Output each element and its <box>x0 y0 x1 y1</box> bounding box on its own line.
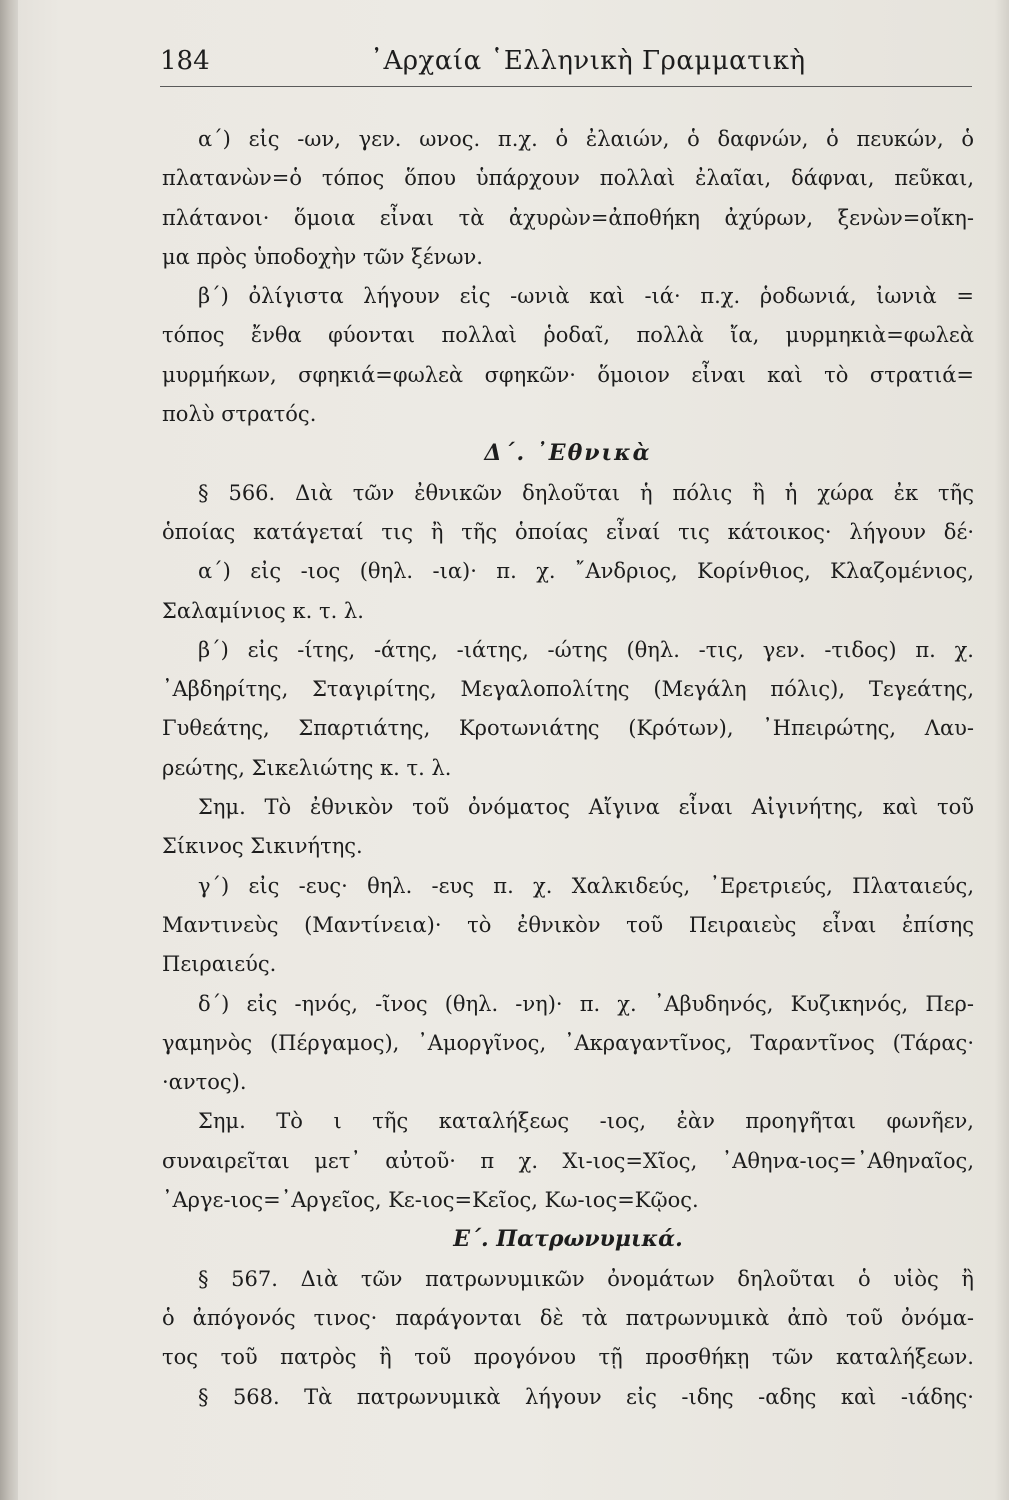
text-line: ·αντος). <box>162 1070 247 1095</box>
text-line: β΄) εἰς -ίτης, -άτης, -ιάτης, -ώτης (θηλ. -τις, γεν. -τιδος) π. χ. <box>198 637 974 662</box>
text-line: μυρμήκων, σφηκιά=φωλεὰ σφηκῶν· ὅμοιον εἶναι καὶ τὸ στρατιά= <box>162 362 974 387</box>
text-line: Σαλαμίνιος κ. τ. λ. <box>162 598 364 623</box>
book-spine <box>0 0 18 1500</box>
text-line: ᾿Αβδηρίτης, Σταγιρίτης, Μεγαλοπολίτης (Μεγάλη πόλις), Τεγεάτης, <box>162 677 974 702</box>
text-line: Σίκινος Σικινήτης. <box>162 834 363 859</box>
page-edge <box>995 0 1009 1500</box>
text-line: ὁποίας κατάγεταί τις ἢ τῆς ὁποίας εἶναί τις κάτοικος· λήγουν δέ· <box>162 519 974 544</box>
page-number: 184 <box>160 46 210 76</box>
text-line: α΄) εἰς -ιος (θηλ. -ια)· π. χ. ῎Ανδριος, Κορίνθιος, Κλαζομένιος, <box>198 559 974 584</box>
text-line: μα πρὸς ὑποδοχὴν τῶν ξένων. <box>162 244 483 269</box>
text-line: § 566. Διὰ τῶν ἐθνικῶν δηλοῦται ἡ πόλις ἢ ἡ χώρα ἐκ τῆς <box>198 480 974 505</box>
text-line: Γυθεάτης, Σπαρτιάτης, Κροτωνιάτης (Κρότων), ᾿Ηπειρώτης, Λαυ- <box>162 716 974 741</box>
text-line: Μαντινεὺς (Μαντίνεια)· τὸ ἐθνικὸν τοῦ Πειραιεὺς εἶναι ἐπίσης <box>162 912 974 937</box>
text-line: α΄) εἰς -ων, γεν. ωνος. π.χ. ὁ ἐλαιών, ὁ δαφνών, ὁ πευκών, ὁ <box>198 127 974 151</box>
text-line: ὁ ἀπόγονός τινος· παράγονται δὲ τὰ πατρωνυμικὰ ἀπὸ τοῦ ὀνόμα- <box>162 1305 974 1330</box>
running-header <box>160 46 972 87</box>
text-line: Πειραιεύς. <box>162 952 277 977</box>
text-line: γ΄) εἰς -ευς· θηλ. -ευς π. χ. Χαλκιδεύς, ᾿Ερετριεύς, Πλαταιεύς, <box>198 873 974 898</box>
section-heading: Ε΄. Πατρωνυμικά. <box>453 1226 683 1253</box>
text-line: τος τοῦ πατρὸς ἢ τοῦ προγόνου τῇ προσθήκῃ τῶν καταλήξεων. <box>162 1345 974 1370</box>
text-line: πολὺ στρατός. <box>162 402 317 427</box>
section-heading: Δ΄. ᾿Εθνικὰ <box>484 440 652 467</box>
text-line: πλατανὼν=ὁ τόπος ὅπου ὑπάρχουν πολλαὶ ἐλαῖαι, δάφναι, πεῦκαι, <box>162 166 974 191</box>
page-body <box>162 120 974 1417</box>
text-line: β΄) ὀλίγιστα λήγουν εἰς -ωνιὰ καὶ -ιά· π.χ. ῥοδωνιά, ἰωνιὰ = <box>198 284 974 309</box>
text-line: ρεώτης, Σικελιώτης κ. τ. λ. <box>162 755 452 780</box>
text-line: πλάτανοι· ὅμοια εἶναι τὰ ἀχυρὼν=ἀποθήκη ἀχύρων, ξενὼν=οἴκη- <box>162 205 974 230</box>
note-line: Σημ. Τὸ ἐθνικὸν τοῦ ὀνόματος Αἴγινα εἶναι Αἰγινήτης, καὶ τοῦ <box>198 795 974 820</box>
text-line: συναιρεῖται μετ᾿ αὐτοῦ· π χ. Χι-ιος=Χῖος, ᾿Αθηνα-ιος=᾿Αθηναῖος, <box>162 1148 974 1173</box>
text-line: δ΄) εἰς -ηνός, -ῖνος (θηλ. -νη)· π. χ. ᾿Αβυδηνός, Κυζικηνός, Περ- <box>198 991 974 1016</box>
text-line: τόπος ἔνθα φύονται πολλαὶ ῥοδαῖ, πολλὰ ἴα, μυρμηκιὰ=φωλεὰ <box>162 323 974 348</box>
text-line: § 568. Τὰ πατρωνυμικὰ λήγουν εἰς -ιδης -αδης καὶ -ιάδης· <box>198 1384 974 1409</box>
text-line: § 567. Διὰ τῶν πατρωνυμικῶν ὀνομάτων δηλοῦται ὁ υἱὸς ἢ <box>198 1266 974 1291</box>
running-title: ᾿Αρχαία ῾Ελληνικὴ Γραμματικὴ <box>370 46 806 76</box>
text-line: ᾿Αργε-ιος=᾿Αργεῖος, Κε-ιος=Κεῖος, Κω-ιος=Κῷος. <box>162 1188 699 1213</box>
text-line: γαμηνὸς (Πέργαμος), ᾿Αμοργῖνος, ᾿Ακραγαντῖνος, Ταραντῖνος (Τάρας· <box>162 1030 974 1055</box>
note-line: Σημ. Τὸ ι τῆς καταλήξεως -ιος, ἐὰν προηγῆται φωνῆεν, <box>198 1109 974 1134</box>
